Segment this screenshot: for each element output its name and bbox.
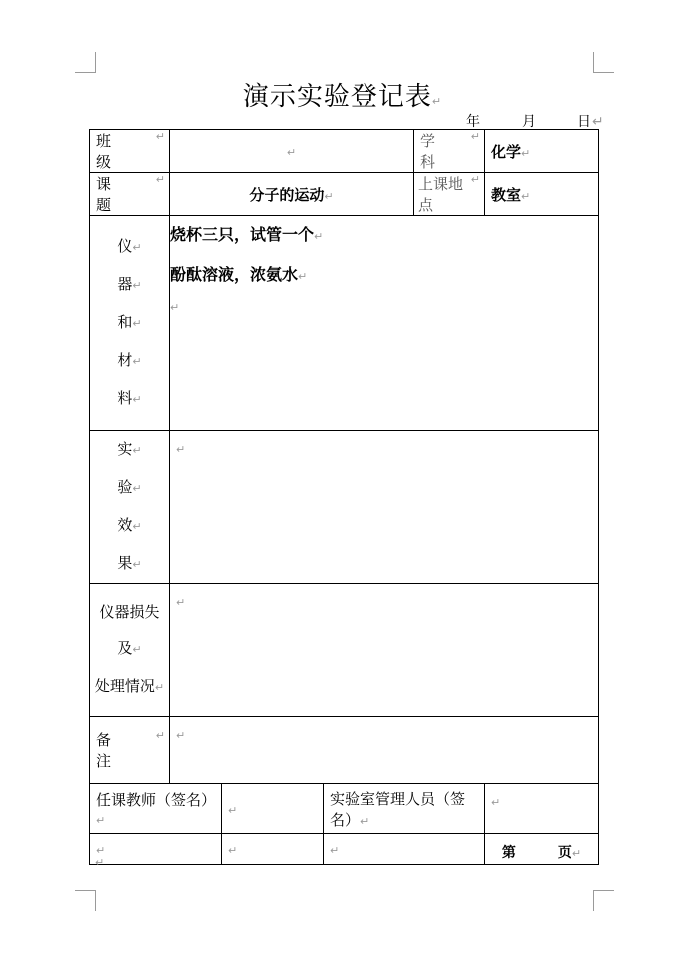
row-damage xyxy=(90,584,599,717)
row-remarks xyxy=(90,717,599,784)
registration-form-table xyxy=(89,129,599,865)
effect-label-char: 果↵ xyxy=(117,554,142,572)
footer-cell[interactable]: ↵ xyxy=(324,834,485,865)
materials-label-char: 和↵ xyxy=(117,313,142,331)
topic-value-cell[interactable]: 分子的运动↵ xyxy=(170,173,414,216)
damage-content-cell[interactable]: ↵ xyxy=(170,584,599,717)
materials-label-char: 料↵ xyxy=(117,389,142,407)
subject-label-cell: 学 科 ↵ xyxy=(414,130,485,173)
location-label-cell: 上课地点 ↵ xyxy=(414,173,485,216)
footer-cell[interactable]: ↵ xyxy=(222,834,324,865)
paragraph-mark: ↵ xyxy=(431,95,443,108)
date-day: 日 xyxy=(577,114,591,130)
materials-label-char: 器↵ xyxy=(117,275,142,293)
materials-content-cell[interactable] xyxy=(170,216,599,431)
materials-line: 酚酞溶液，浓氨水↵ xyxy=(170,265,308,284)
materials-line: 烧杯三只，试管一个↵ xyxy=(170,225,324,244)
effect-label-char: 实↵ xyxy=(117,440,142,458)
effect-label-cell xyxy=(90,431,170,584)
paragraph-mark: ↵ xyxy=(592,114,604,130)
margin-corner-top-right xyxy=(593,52,614,73)
row-signatures xyxy=(90,784,599,834)
row-effect xyxy=(90,431,599,584)
teacher-sign-label-cell: 任课教师（签名）↵ xyxy=(90,784,222,834)
subject-label: 学 科 xyxy=(420,132,466,171)
margin-corner-bottom-right xyxy=(593,890,614,911)
row-footer xyxy=(90,834,599,865)
topic-value: 分子的运动 xyxy=(249,185,325,204)
class-value-cell[interactable]: ↵ xyxy=(170,130,414,173)
date-month: 月 xyxy=(522,114,536,130)
page-number-cell: 第 页↵ xyxy=(485,834,599,865)
margin-corner-top-left xyxy=(75,52,96,73)
title-text: 演示实验登记表 xyxy=(242,82,432,112)
row-materials xyxy=(90,216,599,431)
materials-label-char: 仪↵ xyxy=(117,237,142,255)
effect-content-cell[interactable]: ↵ xyxy=(170,431,599,584)
row-topic-location xyxy=(90,173,599,216)
footer-cell[interactable]: ↵ xyxy=(90,834,222,865)
topic-label: 课 题 xyxy=(96,175,142,214)
effect-label-char: 验↵ xyxy=(117,478,142,496)
teacher-sign-cell[interactable]: ↵ xyxy=(222,784,324,834)
effect-label-char: 效↵ xyxy=(117,516,142,534)
subject-value: 化学 xyxy=(491,142,522,161)
lab-admin-sign-label-cell: 实验室管理人员（签名）↵ xyxy=(324,784,485,834)
topic-label-cell: 课 题 ↵ xyxy=(90,173,170,216)
damage-label-cell xyxy=(90,584,170,717)
page-label: 第 页 xyxy=(501,845,572,861)
class-label: 班 级 xyxy=(96,132,142,171)
damage-label-line: 仪器损失 xyxy=(99,603,160,621)
remarks-label-cell: 备 注 ↵ xyxy=(90,717,170,784)
document-title xyxy=(0,76,685,113)
class-label-cell: 班 级 ↵ xyxy=(90,130,170,173)
subject-value-cell[interactable]: 化学↵ xyxy=(485,130,599,173)
empty-line: ↵ xyxy=(170,301,180,314)
materials-label-char: 材↵ xyxy=(117,351,142,369)
date-year: 年 xyxy=(466,114,480,130)
remarks-content-cell[interactable]: ↵ xyxy=(170,717,599,784)
location-value: 教室 xyxy=(491,185,522,204)
lab-admin-sign-cell[interactable]: ↵ xyxy=(485,784,599,834)
damage-label-line: 及↵ xyxy=(117,639,142,657)
teacher-sign-label: 任课教师（签名） xyxy=(96,791,217,809)
location-label: 上课地点 xyxy=(418,175,464,214)
lab-admin-sign-label: 实验室管理人员（签名） xyxy=(330,789,466,829)
margin-corner-bottom-left xyxy=(75,890,96,911)
paragraph-mark: ↵ xyxy=(95,856,105,869)
damage-label-line: 处理情况↵ xyxy=(94,677,165,695)
remarks-label: 备 注 xyxy=(96,731,142,770)
materials-label-cell xyxy=(90,216,170,431)
location-value-cell[interactable]: 教室↵ xyxy=(485,173,599,216)
row-class-subject xyxy=(90,130,599,173)
